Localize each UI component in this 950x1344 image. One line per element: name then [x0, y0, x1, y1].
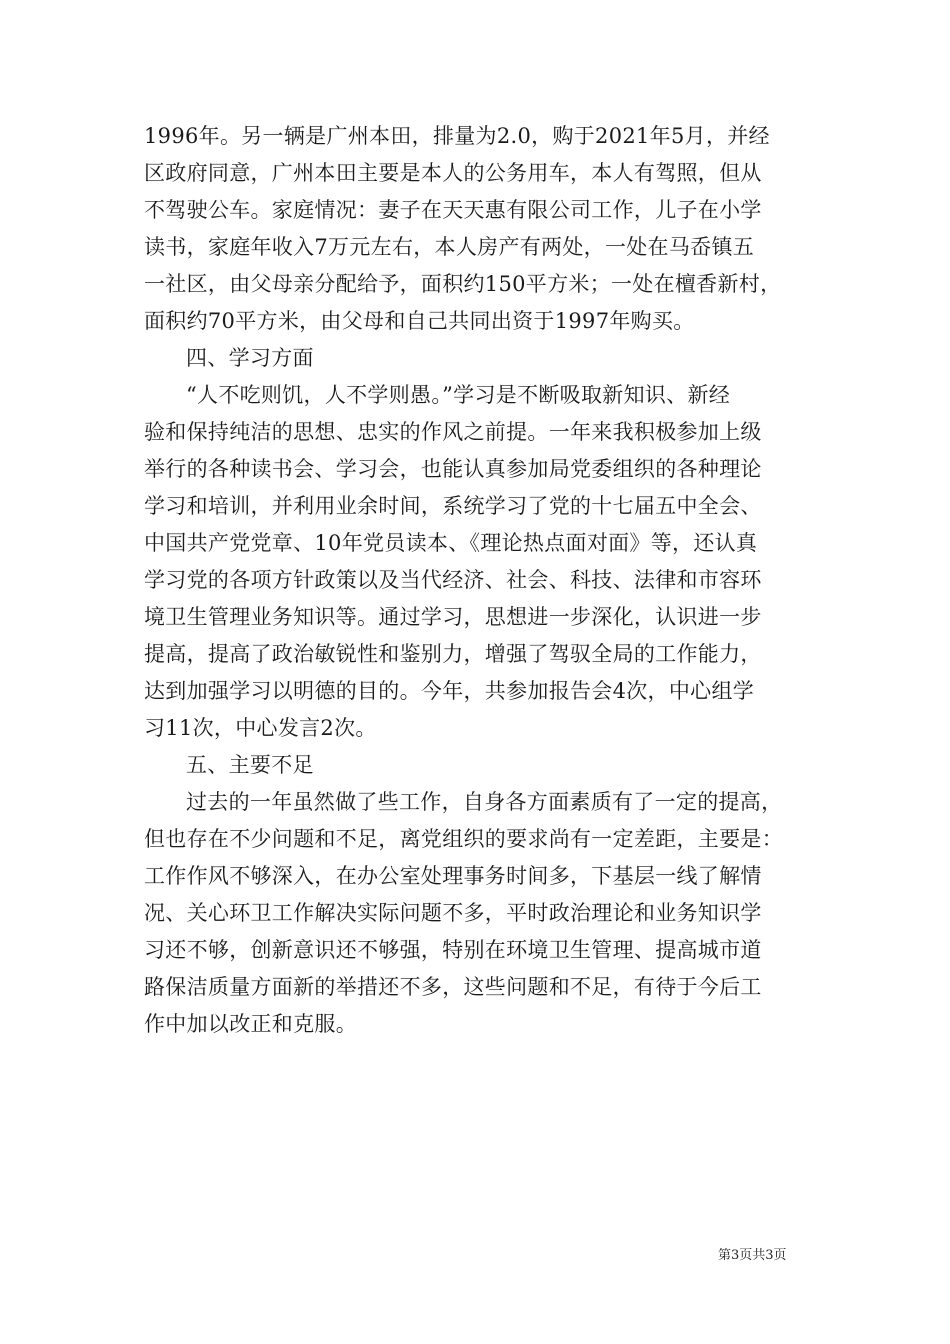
body-line: 作中加以改正和克服。 — [144, 1012, 357, 1036]
body-line: 习还不够，创新意识还不够强，特别在环境卫生管理、提高城市道 — [144, 938, 762, 962]
body-line: 一社区，由父母亲分配给予，面积约150平方米；一处在檀香新村， — [144, 272, 782, 296]
body-line: 达到加强学习以明德的目的。今年，共参加报告会4次，中心组学 — [144, 679, 755, 703]
body-line: 学习党的各项方针政策以及当代经济、社会、科技、法律和市容环 — [144, 568, 762, 592]
body-line: 读书，家庭年收入7万元左右，本人房产有两处，一处在马岙镇五 — [144, 235, 755, 259]
body-line: 1996年。另一辆是广州本田，排量为2.0，购于2021年5月，并经 — [144, 124, 770, 148]
body-line: 境卫生管理业务知识等。通过学习，思想进一步深化，认识进一步 — [144, 605, 762, 629]
body-line: 习11次，中心发言2次。 — [144, 716, 377, 740]
body-line: 路保洁质量方面新的举措还不多，这些问题和不足，有待于今后工 — [144, 975, 762, 999]
body-line: 验和保持纯洁的思想、忠实的作风之前提。一年来我积极参加上级 — [144, 420, 762, 444]
body-line: 工作作风不够深入，在办公室处理事务时间多，下基层一线了解情 — [144, 864, 762, 888]
body-line: 况、关心环卫工作解决实际问题不多，平时政治理论和业务知识学 — [144, 901, 762, 925]
body-line: 但也存在不少问题和不足，离党组织的要求尚有一定差距，主要是： — [144, 827, 783, 851]
section-heading-shortcomings: 五、主要不足 — [186, 753, 314, 777]
paragraph-first-line: “人不吃则饥，人不学则愚。”学习是不断吸取新知识、新经 — [186, 383, 731, 407]
page-number: 第3页共3页 — [718, 1248, 787, 1263]
body-line: 不驾驶公车。家庭情况：妻子在天天惠有限公司工作，儿子在小学 — [144, 198, 762, 222]
body-line: 学习和培训，并利用业余时间，系统学习了党的十七届五中全会、 — [144, 494, 762, 518]
body-line: 面积约70平方米，由父母和自己共同出资于1997年购买。 — [144, 309, 695, 333]
body-line: 举行的各种读书会、学习会，也能认真参加局党委组织的各种理论 — [144, 457, 762, 481]
paragraph-first-line: 过去的一年虽然做了些工作，自身各方面素质有了一定的提高， — [186, 790, 783, 814]
section-heading-study: 四、学习方面 — [186, 346, 314, 370]
body-line: 中国共产党党章、10年党员读本、《理论热点面对面》等，还认真 — [144, 531, 758, 555]
body-line: 区政府同意，广州本田主要是本人的公务用车，本人有驾照，但从 — [144, 161, 762, 185]
body-line: 提高，提高了政治敏锐性和鉴别力，增强了驾驭全局的工作能力， — [144, 642, 762, 666]
